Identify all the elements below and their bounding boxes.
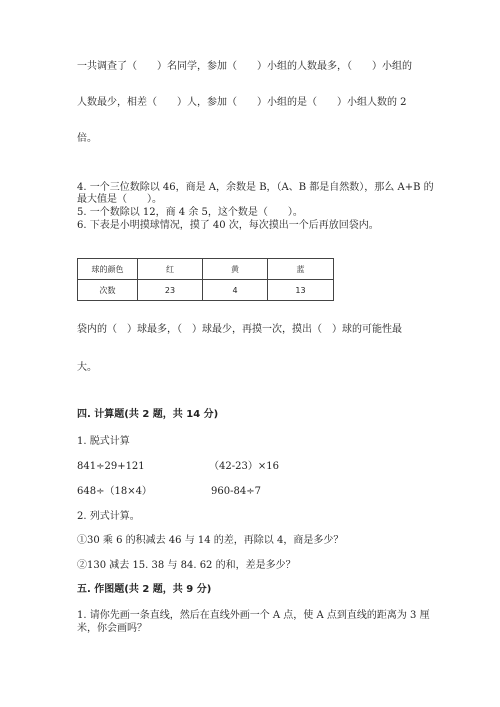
- section-5-title: 五. 作图题(共 2 题，共 9 分): [77, 584, 212, 595]
- q6-line: 6. 下表是小明摸球情况，摸了 40 次，每次摸出一个后再放回袋内。: [77, 220, 379, 231]
- table-header-cell: 红: [138, 259, 203, 280]
- q4-line-2: 最大值是（ ）。: [77, 194, 162, 205]
- table-row: [78, 259, 334, 280]
- q6-after-line-1: 袋内的（ ）球最多，（ ）球最少，再摸一次，摸出（ ）球的可能性最: [77, 324, 402, 335]
- table-header-cell: 球的颜色: [78, 259, 138, 280]
- calc-expression: （42-23）×16: [209, 461, 279, 472]
- section-4-q2-a: ①30 乘 6 的积减去 46 与 14 的差，再除以 4，商是多少？: [77, 535, 344, 546]
- calc-expression: 960-84÷7: [211, 486, 261, 497]
- section-5-q1-line-2: 米，你会画吗？: [77, 623, 147, 634]
- section-4-q1-title: 1. 脱式计算: [77, 436, 130, 447]
- section-4-title: 四. 计算题(共 2 题，共 14 分): [77, 409, 219, 420]
- section-5-q1-line-1: 1. 请你先画一条直线，然后在直线外画一个 A 点，使 A 点到直线的距离为 3 厘: [77, 610, 430, 621]
- q3-line-3: 倍。: [77, 133, 97, 144]
- q3-line-2: 人数最少，相差（ ）人，参加（ ）小组的是（ ）小组人数的 2: [77, 97, 407, 108]
- q6-after-line-2: 大。: [77, 362, 97, 373]
- q5-line: 5. 一个数除以 12，商 4 余 5，这个数是（ ）。: [77, 207, 303, 218]
- table-cell: 23: [138, 280, 203, 301]
- calc-expression: 648÷（18×4）: [77, 486, 152, 497]
- section-4-q2-title: 2. 列式计算。: [77, 511, 140, 522]
- table-header-cell: 蓝: [268, 259, 334, 280]
- calc-expression: 841÷29+121: [77, 461, 145, 472]
- table-row: [78, 280, 334, 301]
- table-cell: 4: [203, 280, 268, 301]
- table-cell: 13: [268, 280, 334, 301]
- table-header-cell: 黄: [203, 259, 268, 280]
- section-4-q2-b: ②130 减去 15. 38 与 84. 62 的和，差是多少？: [77, 560, 296, 571]
- q4-line-1: 4. 一个三位数除以 46，商是 A，余数是 B，（A、B 都是自然数），那么 A+B 的: [77, 182, 434, 193]
- ball-table: [77, 258, 334, 301]
- q3-line-1: 一共调查了（ ）名同学，参加（ ）小组的人数最多，（ ）小组的: [77, 61, 412, 72]
- table-cell: 次数: [78, 280, 138, 301]
